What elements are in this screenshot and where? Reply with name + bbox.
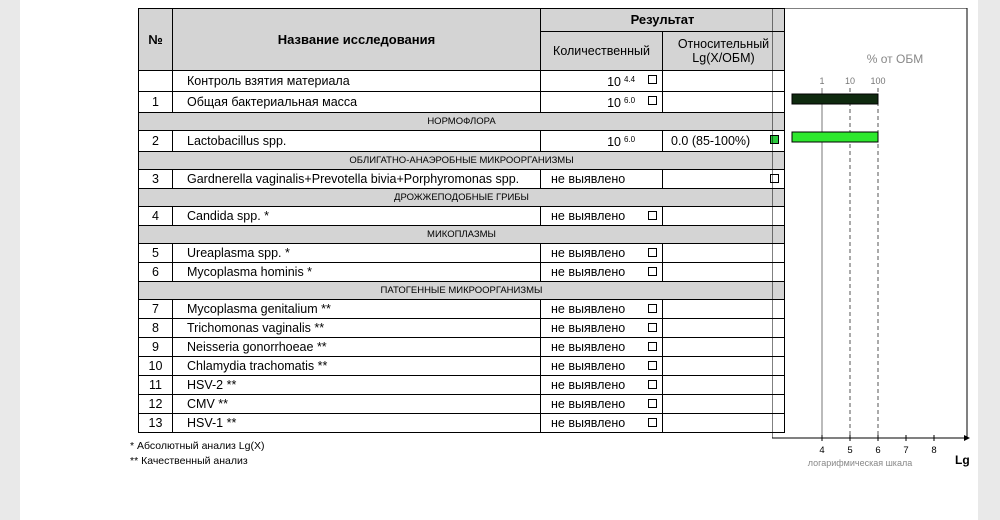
exp-power: 6.0 (624, 135, 636, 144)
row-name: Общая бактериальная масса (173, 92, 541, 113)
table-row (139, 414, 785, 433)
quantity-value: не выявлено (551, 340, 626, 354)
row-quantity (541, 300, 663, 319)
row-num: 9 (139, 338, 173, 357)
section-row (139, 282, 785, 300)
row-name: HSV-2 ** (173, 376, 541, 395)
row-relative (663, 395, 785, 414)
row-name: Контроль взятия материала (173, 71, 541, 92)
chart-bar (792, 94, 878, 104)
header-relative: Относительный Lg(X/ОБМ) (663, 32, 785, 71)
log-scale-chart (772, 8, 972, 470)
row-quantity (541, 376, 663, 395)
table-row (139, 207, 785, 226)
row-quantity (541, 395, 663, 414)
result-checkbox (648, 361, 657, 370)
row-num: 1 (139, 92, 173, 113)
exp-power: 4.4 (624, 75, 636, 84)
row-num: 2 (139, 131, 173, 152)
row-relative (663, 207, 785, 226)
section-row (139, 113, 785, 131)
row-quantity (541, 244, 663, 263)
row-name: Candida spp. * (173, 207, 541, 226)
quantity-value: не выявлено (551, 265, 626, 279)
chart-frame (772, 8, 967, 438)
result-checkbox (648, 399, 657, 408)
row-name: Mycoplasma hominis * (173, 263, 541, 282)
row-num: 4 (139, 207, 173, 226)
header-num: № (139, 9, 173, 71)
row-relative (663, 338, 785, 357)
quantity-value: не выявлено (551, 416, 626, 430)
header-quantitative: Количественный (541, 32, 663, 71)
report-page (20, 0, 978, 520)
row-quantity (541, 357, 663, 376)
row-quantity (541, 319, 663, 338)
result-checkbox (648, 418, 657, 427)
row-relative (663, 131, 785, 152)
row-relative (663, 300, 785, 319)
row-name: Mycoplasma genitalium ** (173, 300, 541, 319)
log-tick-label: 4 (819, 445, 825, 456)
header-name: Название исследования (173, 9, 541, 71)
row-name: Trichomonas vaginalis ** (173, 319, 541, 338)
section-mycoplasma: МИКОПЛАЗМЫ (139, 226, 785, 244)
log-tick-label: 5 (847, 445, 853, 456)
result-checkbox (648, 342, 657, 351)
table-row (139, 319, 785, 338)
row-name: Chlamydia trachomatis ** (173, 357, 541, 376)
exp-base: 10 (607, 96, 621, 110)
table-row (139, 131, 785, 152)
log-tick-label: 8 (931, 445, 937, 456)
section-row (139, 152, 785, 170)
table-row (139, 300, 785, 319)
pct-tick-label: 10 (844, 76, 856, 86)
row-num: 7 (139, 300, 173, 319)
row-num: 6 (139, 263, 173, 282)
quantity-value: не выявлено (551, 321, 626, 335)
footnote-qualitative: ** Качественный анализ (130, 455, 248, 467)
log-tick-label: 6 (875, 445, 881, 456)
row-relative (663, 92, 785, 113)
row-name: Lactobacillus spp. (173, 131, 541, 152)
table-row (139, 357, 785, 376)
row-quantity (541, 131, 663, 152)
row-relative (663, 319, 785, 338)
row-quantity (541, 263, 663, 282)
pct-tick-label: 1 (819, 76, 825, 86)
row-num (139, 71, 173, 92)
pct-tick-label: 100 (870, 76, 886, 86)
row-num: 3 (139, 170, 173, 189)
exp-base: 10 (607, 135, 621, 149)
row-relative (663, 244, 785, 263)
result-checkbox (648, 304, 657, 313)
row-name: CMV ** (173, 395, 541, 414)
scale-label: логарифмическая шкала (807, 458, 913, 468)
row-relative (663, 263, 785, 282)
quantity-value: не выявлено (551, 209, 626, 223)
row-name: HSV-1 ** (173, 414, 541, 433)
section-yeast: ДРОЖЖЕПОДОБНЫЕ ГРИБЫ (139, 189, 785, 207)
table-row (139, 376, 785, 395)
quantity-value: не выявлено (551, 246, 626, 260)
log-tick-label: 7 (903, 445, 909, 456)
table-row (139, 92, 785, 113)
result-checkbox (648, 96, 657, 105)
table-row (139, 170, 785, 189)
row-num: 10 (139, 357, 173, 376)
result-checkbox (648, 323, 657, 332)
quantity-value: не выявлено (551, 397, 626, 411)
row-relative (663, 71, 785, 92)
chart-bar (792, 132, 878, 142)
row-quantity (541, 414, 663, 433)
exp-power: 6.0 (624, 96, 636, 105)
chart-title: % от ОБМ (866, 52, 924, 66)
row-quantity (541, 207, 663, 226)
table-row (139, 71, 785, 92)
result-checkbox (648, 380, 657, 389)
section-normoflora: НОРМОФЛОРА (139, 113, 785, 131)
table-row (139, 338, 785, 357)
results-table (138, 8, 785, 433)
section-row (139, 189, 785, 207)
header-result: Результат (541, 9, 785, 32)
row-num: 8 (139, 319, 173, 338)
row-quantity (541, 71, 663, 92)
row-quantity (541, 338, 663, 357)
quantity-value: не выявлено (551, 359, 626, 373)
exp-base: 10 (607, 75, 621, 89)
table-row (139, 395, 785, 414)
row-num: 13 (139, 414, 173, 433)
result-checkbox (648, 267, 657, 276)
row-name: Ureaplasma spp. * (173, 244, 541, 263)
row-relative (663, 357, 785, 376)
result-checkbox (648, 75, 657, 84)
row-relative (663, 376, 785, 395)
row-name: Gardnerella vaginalis+Prevotella bivia+Porphyromonas spp. (173, 170, 541, 189)
row-relative (663, 170, 785, 189)
row-relative (663, 414, 785, 433)
table-row (139, 244, 785, 263)
result-checkbox (648, 211, 657, 220)
footnote-absolute: * Абсолютный анализ Lg(X) (130, 440, 265, 452)
table-row (139, 263, 785, 282)
row-num: 5 (139, 244, 173, 263)
row-num: 11 (139, 376, 173, 395)
section-pathogens: ПАТОГЕННЫЕ МИКРООРГАНИЗМЫ (139, 282, 785, 300)
row-num: 12 (139, 395, 173, 414)
quantity-value: не выявлено (551, 302, 626, 316)
row-quantity (541, 92, 663, 113)
axis-label: Lg (955, 453, 970, 467)
row-name: Neisseria gonorrhoeae ** (173, 338, 541, 357)
row-quantity: не выявлено (541, 170, 663, 189)
quantity-value: не выявлено (551, 378, 626, 392)
relative-value: 0.0 (85-100%) (671, 134, 751, 148)
section-anaerobic: ОБЛИГАТНО-АНАЭРОБНЫЕ МИКРООРГАНИЗМЫ (139, 152, 785, 170)
result-checkbox (648, 248, 657, 257)
section-row (139, 226, 785, 244)
